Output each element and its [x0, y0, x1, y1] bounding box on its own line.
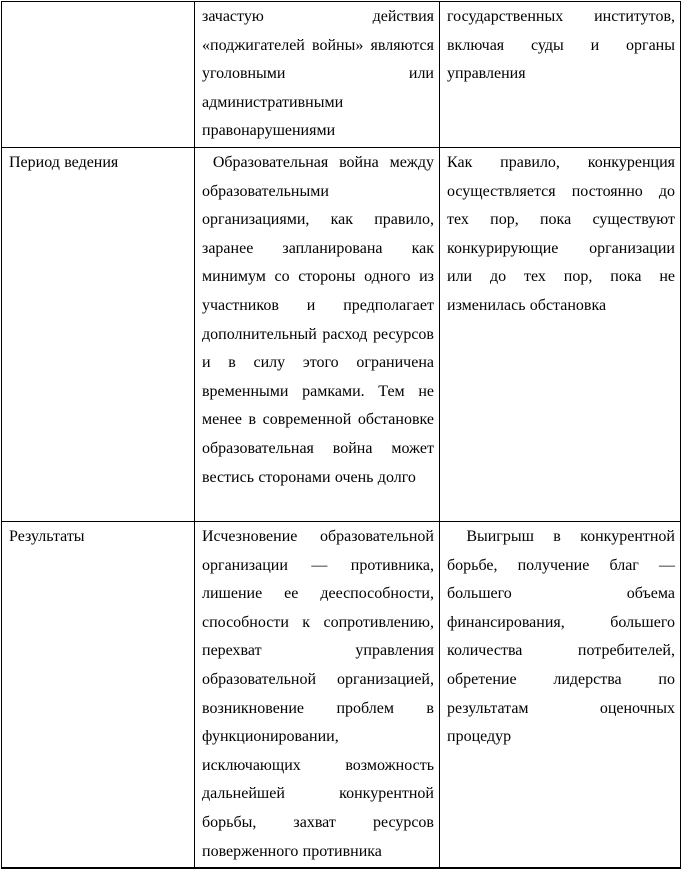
- education-war-cell: Исчезновение образовательной организации — противника, лишение ее дееспособности, способности к сопротивлению, перехват управления образовательной организацией, возникновение проблем в функционировании, исключающих возможность дальнейшей конкурентной борьбы, захват ресурсов поверженного противника: [195, 522, 440, 869]
- row-label-cell: Период ведения: [2, 148, 195, 522]
- education-war-cell: зачастую действия «поджигателей войны» являются уголовными или административными правонарушениями: [195, 2, 440, 148]
- table-row-continuation: [2, 2, 681, 148]
- table-row-period: [2, 148, 681, 522]
- row-label-cell: [2, 2, 195, 148]
- education-war-cell: Образовательная война между образовательными организациями, как правило, заранее запланирована как минимум со стороны одного из участников и предполагает дополнительный расход ресурсов и в силу этого ограничена временными рамками. Тем не менее в современной обстановке образовательная война может вестись сторонами очень долго: [195, 148, 440, 522]
- competition-cell: Выигрыш в конкурентной борьбе, получение благ — большего объема финансирования, большего количества потребителей, обретение лидерства по результатам оценочных процедур: [440, 522, 681, 869]
- comparison-table: [1, 1, 681, 869]
- table-row-results: [2, 522, 681, 869]
- competition-cell: государственных институтов, включая суды и органы управления: [440, 2, 681, 148]
- competition-cell: Как правило, конкуренция осуществляется постоянно до тех пор, пока существуют конкурирующие организации или до тех пор, пока не изменилась обстановка: [440, 148, 681, 522]
- row-label-cell: Результаты: [2, 522, 195, 869]
